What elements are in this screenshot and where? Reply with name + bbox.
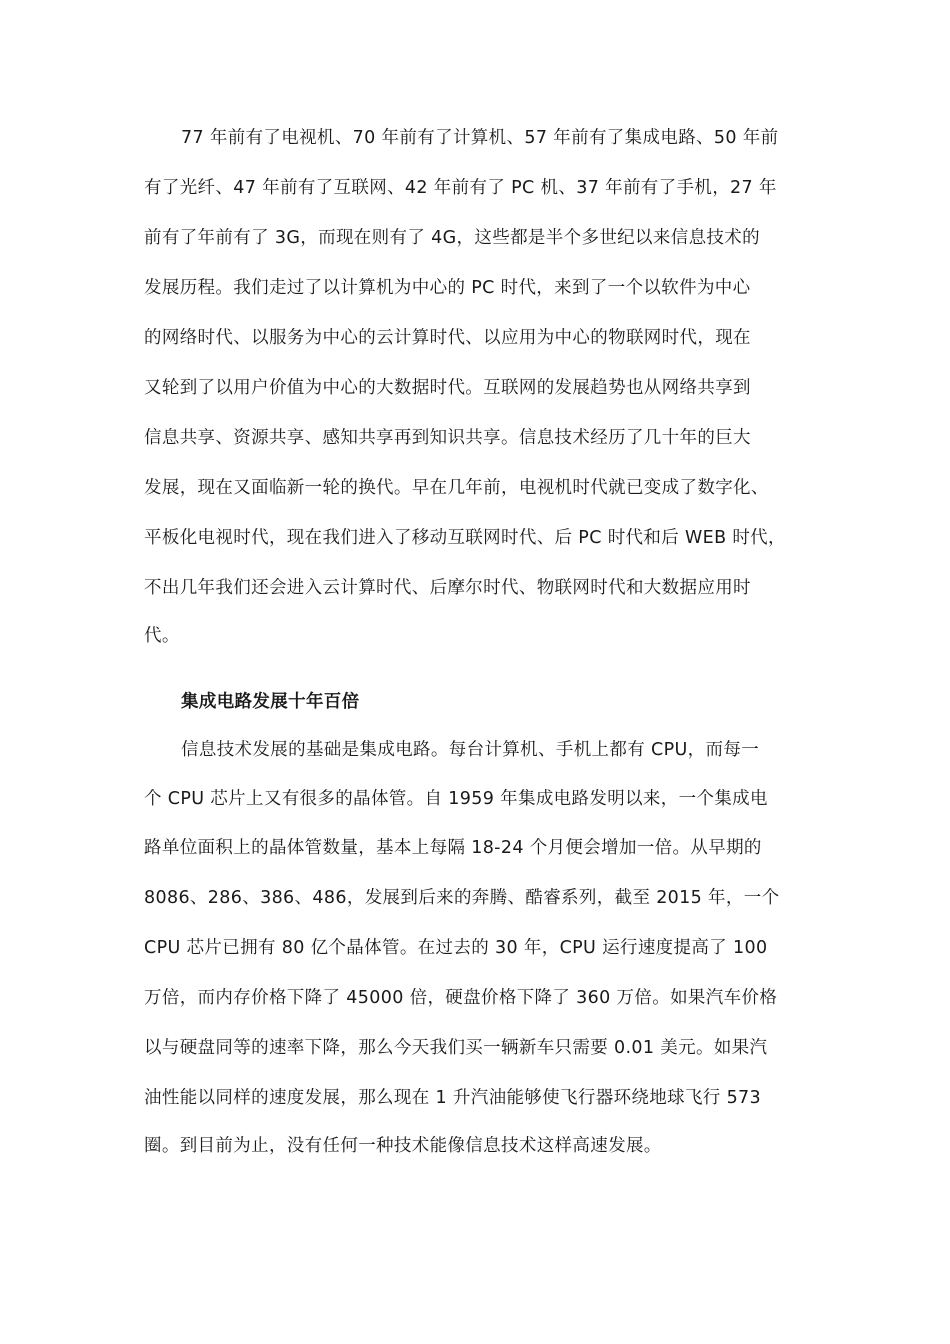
paragraph-line: 个 CPU 芯片上又有很多的晶体管。自 1959 年集成电路发明以来，一个集成电 bbox=[144, 789, 768, 809]
paragraph-line: 8086、286、386、486，发展到后来的奔腾、酷睿系列，截至 2015 年，一个 bbox=[144, 888, 780, 908]
paragraph-line: 前有了年前有了 3G，而现在则有了 4G，这些都是半个多世纪以来信息技术的 bbox=[144, 228, 760, 248]
paragraph-line: 信息共享、资源共享、感知共享再到知识共享。信息技术经历了几十年的巨大 bbox=[144, 428, 751, 448]
paragraph-line: 路单位面积上的晶体管数量，基本上每隔 18-24 个月便会增加一倍。从早期的 bbox=[144, 838, 762, 858]
paragraph-line: 发展，现在又面临新一轮的换代。早在几年前，电视机时代就已变成了数字化、 bbox=[144, 478, 769, 498]
paragraph-line: 万倍，而内存价格下降了 45000 倍，硬盘价格下降了 360 万倍。如果汽车价格 bbox=[144, 988, 778, 1008]
paragraph-line: 信息技术发展的基础是集成电路。每台计算机、手机上都有 CPU，而每一 bbox=[181, 740, 760, 760]
paragraph-line: 的网络时代、以服务为中心的云计算时代、以应用为中心的物联网时代，现在 bbox=[144, 328, 751, 348]
paragraph-line: 又轮到了以用户价值为中心的大数据时代。互联网的发展趋势也从网络共享到 bbox=[144, 378, 751, 398]
paragraph-line: CPU 芯片已拥有 80 亿个晶体管。在过去的 30 年，CPU 运行速度提高了 100 bbox=[144, 938, 768, 958]
paragraph-line: 平板化电视时代，现在我们进入了移动互联网时代、后 PC 时代和后 WEB 时代， bbox=[144, 528, 786, 548]
paragraph-line: 代。 bbox=[144, 626, 180, 646]
paragraph-line: 77 年前有了电视机、70 年前有了计算机、57 年前有了集成电路、50 年前 bbox=[181, 128, 779, 148]
section-heading: 集成电路发展十年百倍 bbox=[181, 692, 360, 712]
paragraph-line: 圈。到目前为止，没有任何一种技术能像信息技术这样高速发展。 bbox=[144, 1136, 662, 1156]
paragraph-line: 有了光纤、47 年前有了互联网、42 年前有了 PC 机、37 年前有了手机，27 年 bbox=[144, 178, 777, 198]
paragraph-line: 发展历程。我们走过了以计算机为中心的 PC 时代，来到了一个以软件为中心 bbox=[144, 278, 751, 298]
paragraph-line: 不出几年我们还会进入云计算时代、后摩尔时代、物联网时代和大数据应用时 bbox=[144, 578, 751, 598]
paragraph-line: 以与硬盘同等的速率下降，那么今天我们买一辆新车只需要 0.01 美元。如果汽 bbox=[144, 1038, 768, 1058]
paragraph-line: 油性能以同样的速度发展，那么现在 1 升汽油能够使飞行器环绕地球飞行 573 bbox=[144, 1088, 762, 1108]
